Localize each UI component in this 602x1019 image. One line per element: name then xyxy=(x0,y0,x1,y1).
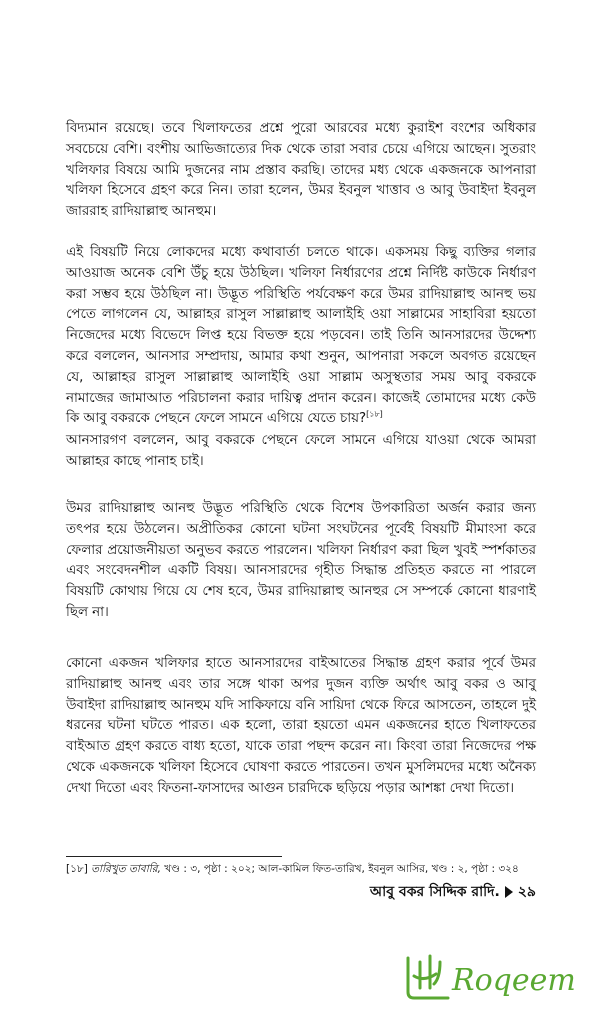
paragraph: কোনো একজন খলিফার হাতে আনসারদের বাইআতের সিদ্ধান্ত গ্রহণ করার পূর্বে উমর রাদিয়াল্লাহু আনহু এবং তার সঙ্গে থাকা অপর দুজন ব্যক্তি অর্থাৎ আবু বকর ও আবু উবাইদা রাদিয়াল্লাহু আনহুম যদি সাকিফায়ে বনি সায়িদা থেকে ফিরে আসতেন, তাহলে দুই ধরনের ঘটনা ঘটতে পারত। এক হলো, তারা হয়তো এমন একজনের হাতে খিলাফতের বাইআত গ্রহণ করতে বাধ্য হতো, যাকে তারা পছন্দ করেন না। কিংবা তারা নিজেদের পক্ষ থেকে একজনকে খলিফা হিসেবে ঘোষণা করতে পারতেন। তখন মুসলিমদের মধ্যে অনৈক্য দেখা দিতো এবং ফিতনা-ফাসাদের আগুন চারদিকে ছড়িয়ে পড়ার আশঙ্কা দেখা দিতো। xyxy=(66,656,536,796)
footnote-source: তারিখুত তাবারি, xyxy=(91,863,161,875)
footnote-marker: [১৮] xyxy=(66,863,88,875)
paragraph: উমর রাদিয়াল্লাহু আনহু উদ্ভূত পরিস্থিতি থেকে বিশেষ উপকারিতা অর্জন করার জন্য তৎপর হয়ে উঠলেন। অপ্রীতিকর কোনো ঘটনা সংঘটনের পূর্বেই বিষয়টি মীমাংসা করে ফেলার প্রয়োজনীয়তা অনুভব করতে পারলেন। খলিফা নির্ধারণ করা ছিল খুবই স্পর্শকাতর এবং সংবেদনশীল একটি বিষয়। আনসারদের গৃহীত সিদ্ধান্ত প্রতিহত করতে না পারলে বিষয়টি কোথায় গিয়ে যে শেষ হবে, উমর রাদিয়াল্লাহু আনহুর সে সম্পর্কে কোনো ধারণাই ছিল না। xyxy=(66,501,536,620)
footnote xyxy=(66,862,536,876)
svg-text:Roqeem: Roqeem xyxy=(452,963,576,998)
running-footer xyxy=(370,882,536,902)
paragraph: বিদ্যমান রয়েছে। তবে খিলাফতের প্রশ্নে পুরো আরবের মধ্যে কুরাইশ বংশের অধিকার সবচেয়ে বেশি। বংশীয় আভিজাত্যের দিক থেকে তারা সবার চেয়ে এগিয়ে আছেন। সুতরাং খলিফার বিষয়ে আমি দুজনের নাম প্রস্তাব করছি। তাদের মধ্য থেকে একজনকে আপনারা খলিফা হিসেবে গ্রহণ করে নিন। তারা হলেন, উমর ইবনুল খাত্তাব ও আবু উবাইদা ইবনুল জাররাহ রাদিয়াল্লাহু আনহুম। xyxy=(66,121,536,220)
triangle-right-icon xyxy=(505,886,513,898)
paragraph-text: এই বিষয়টি নিয়ে লোকদের মধ্যে কথাবার্তা চলতে থাকে। একসময় কিছু ব্যক্তির গলার আওয়াজ অনেক বেশি উঁচু হয়ে উঠছিল। খলিফা নির্ধারণের প্রশ্নে নির্দিষ্ট কাউকে নির্ধারণ করা সম্ভব হয়ে উঠছিল না। উদ্ভূত পরিস্থিতি পর্যবেক্ষণ করে উমর রাদিয়াল্লাহু আনহু ভয় পেতে লাগলেন যে, আল্লাহর রাসুল সাল্লাল্লাহু আলাইহি ওয়া সাল্লামের সাহাবিরা হয়তো নিজেদের মধ্যে বিভেদে লিপ্ত হয়ে বিভক্ত হয়ে পড়বেন। তাই তিনি আনসারদের উদ্দেশ্য করে বললেন, আনসার সম্প্রদায়, আমার কথা শুনুন, আপনারা সকলে অবগত রয়েছেন যে, আল্লাহর রাসুল সাল্লাল্লাহু আলাইহি ওয়া সাল্লাম অসুস্থতার সময় আবু বকরকে নামাজের জামাআত পরিচালনা করার দায়িত্ব প্রদান করেন। কাজেই তোমাদের মধ্যে কেউ কি আবু বকরকে পেছনে ফেলে সামনে এগিয়ে যেতে চায়? xyxy=(66,245,536,427)
footnote-divider xyxy=(66,856,282,857)
paragraph xyxy=(66,243,536,430)
book-title: আবু বকর সিদ্দিক রাদি. xyxy=(369,884,500,900)
footnote-reference[interactable]: [১৮] xyxy=(366,409,383,419)
footnote-text: খণ্ড : ৩, পৃষ্ঠা : ২০২; আল-কামিল ফিত-তারিখ, ইবনুল আসির, খণ্ড : ২, পৃষ্ঠা : ৩২৪ xyxy=(160,863,519,875)
paragraph: আনসারগণ বললেন, আবু বকরকে পেছনে ফেলে সামনে এগিয়ে যাওয়া থেকে আমরা আল্লাহর কাছে পানাহ চাই। xyxy=(66,433,536,469)
page-number: ২৯ xyxy=(517,884,536,900)
roqeem-logo-watermark xyxy=(400,948,590,1006)
